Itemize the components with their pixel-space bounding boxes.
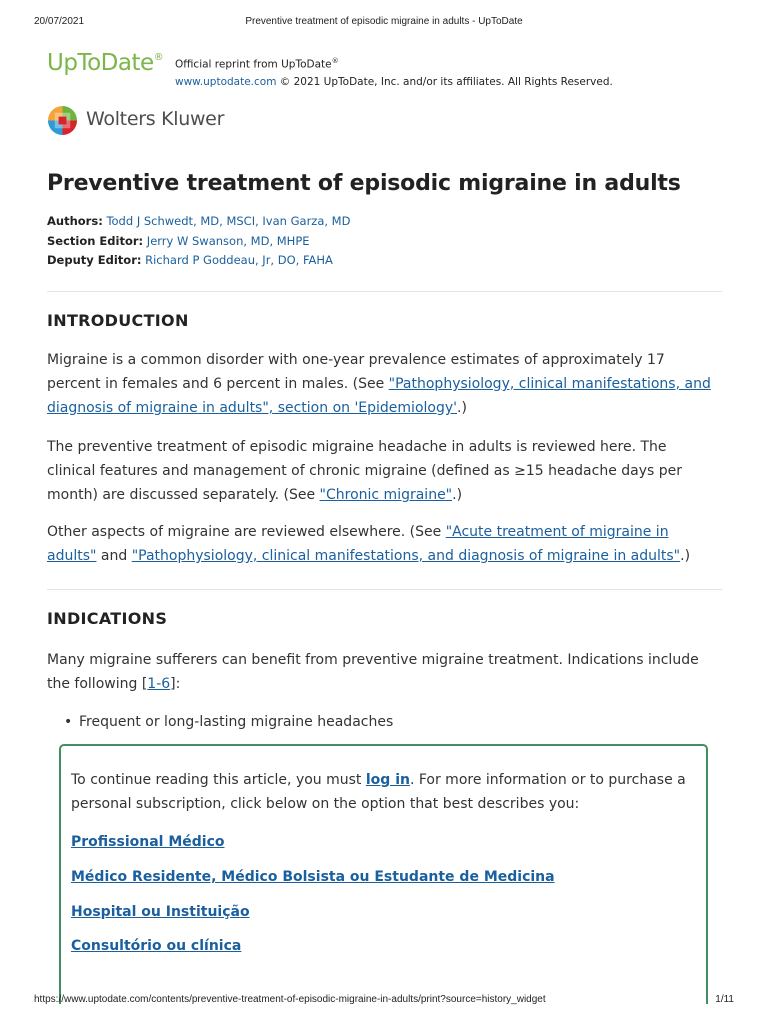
text: .) xyxy=(680,548,691,564)
article-credits xyxy=(47,212,350,271)
reprint-line: Official reprint from UpToDate xyxy=(175,58,332,71)
pathophysiology-link[interactable]: "Pathophysiology, clinical manifestations, and diagnosis of migraine in adults" xyxy=(131,548,681,564)
authors-row xyxy=(47,212,350,232)
option-hospital-institution[interactable]: Hospital ou Instituição xyxy=(71,904,250,920)
introduction-paragraph-1 xyxy=(47,348,717,420)
epidemiology-link[interactable]: "Pathophysiology, clinical manifestations, and diagnosis of migraine in adults", section on 'Epidemiology' xyxy=(47,376,711,416)
list-item-text: Frequent or long-lasting migraine headaches xyxy=(79,714,394,730)
bullet-icon: • xyxy=(64,714,73,730)
reprint-notice xyxy=(175,53,613,91)
print-url: https://www.uptodate.com/contents/preventive-treatment-of-episodic-migraine-in-adults/print?source=history_widget xyxy=(34,994,546,1005)
list-item xyxy=(64,710,393,734)
publisher-name: Wolters Kluwer xyxy=(86,108,225,130)
print-date: 20/07/2021 xyxy=(34,16,85,27)
divider xyxy=(47,589,722,590)
print-page-title: Preventive treatment of episodic migraine in adults - UpToDate xyxy=(245,16,523,27)
introduction-heading: INTRODUCTION xyxy=(47,311,189,330)
paywall-message xyxy=(71,768,701,816)
deputy-editor-row xyxy=(47,251,350,271)
option-clinic[interactable]: Consultório ou clínica xyxy=(71,938,242,954)
text: The preventive treatment of episodic migraine headache in adults is reviewed here. The clinical features and management of chronic migraine (defined as ≥15 headache days per month) are discussed separately. (See xyxy=(47,439,683,503)
page-number: 1/11 xyxy=(715,994,734,1005)
brand-bar xyxy=(47,50,707,90)
section-editor-row xyxy=(47,232,350,252)
copyright-text: © 2021 UpToDate, Inc. and/or its affiliates. All Rights Reserved. xyxy=(276,75,613,88)
uptodate-logo-text: UpToDate xyxy=(47,50,154,76)
acute-treatment-link[interactable]: "Acute treatment of migraine in adults" xyxy=(47,524,669,564)
option-resident-student[interactable]: Médico Residente, Médico Bolsista ou Estudante de Medicina xyxy=(71,869,555,885)
print-header xyxy=(34,16,734,30)
print-footer xyxy=(34,994,734,1008)
text: .) xyxy=(457,400,467,416)
article-title: Preventive treatment of episodic migraine in adults xyxy=(47,171,681,196)
deputy-editor-label: Deputy Editor: xyxy=(47,253,142,267)
text: ]: xyxy=(170,676,181,692)
wolters-kluwer-logo xyxy=(47,105,267,137)
uptodate-logo-mark: ® xyxy=(153,52,164,63)
reference-link[interactable]: 1-6 xyxy=(147,676,171,692)
text: .) xyxy=(452,487,463,503)
login-link[interactable]: log in xyxy=(365,772,410,788)
indications-heading: INDICATIONS xyxy=(47,609,168,628)
deputy-editor-link[interactable]: Richard P Goddeau, Jr, DO, FAHA xyxy=(145,253,333,267)
indications-paragraph-1 xyxy=(47,648,717,696)
reprint-mark: ® xyxy=(331,57,339,65)
uptodate-site-link[interactable]: www.uptodate.com xyxy=(175,75,277,88)
section-editor-link[interactable]: Jerry W Swanson, MD, MHPE xyxy=(146,233,310,248)
text: To continue reading this article, you must xyxy=(71,772,366,788)
option-medical-professional[interactable]: Profissional Médico xyxy=(71,834,225,850)
text: Migraine is a common disorder with one-year prevalence estimates of approximately 17 percent in females and 6 percent in males. (See xyxy=(47,352,665,392)
text: and xyxy=(96,548,132,564)
introduction-paragraph-3 xyxy=(47,520,717,568)
divider xyxy=(47,291,722,292)
chronic-migraine-link[interactable]: "Chronic migraine" xyxy=(319,487,453,503)
text: Many migraine sufferers can benefit from preventive migraine treatment. Indications include the following [ xyxy=(47,652,699,692)
wolters-kluwer-globe-icon xyxy=(47,105,78,136)
authors-label: Authors: xyxy=(47,214,103,228)
introduction-paragraph-2 xyxy=(47,435,717,507)
subscription-paywall xyxy=(59,744,708,1004)
text: Other aspects of migraine are reviewed elsewhere. (See xyxy=(47,524,446,540)
text: . For more information or to purchase a personal subscription, click below on the option that best describes you: xyxy=(71,772,686,812)
uptodate-logo[interactable] xyxy=(47,50,163,76)
section-editor-label: Section Editor: xyxy=(47,233,144,248)
authors-link[interactable]: Todd J Schwedt, MD, MSCI, Ivan Garza, MD xyxy=(106,214,351,228)
